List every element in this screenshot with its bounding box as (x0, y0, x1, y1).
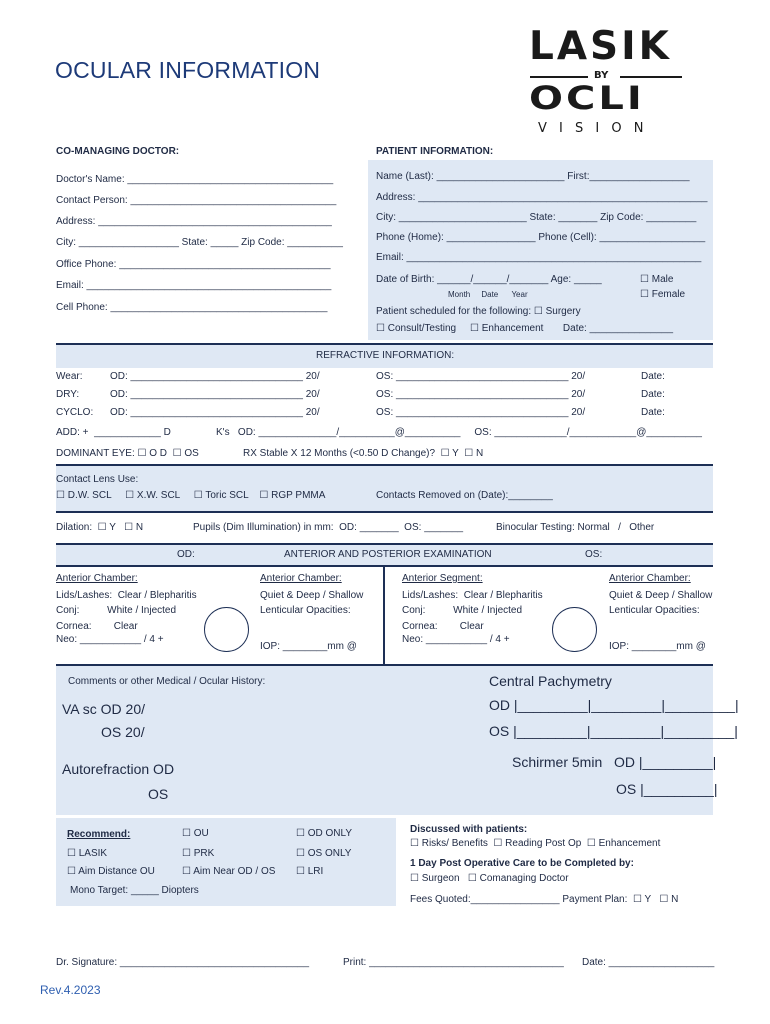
od-anterior-chamber-title: Anterior Chamber: (56, 573, 138, 584)
dry-os-field[interactable]: OS: _______________________________ 20/ (376, 389, 586, 400)
logo-vision: V I S I O N (538, 121, 648, 136)
schirmer-title: Schirmer 5min (512, 754, 603, 770)
pachymetry-od-field[interactable]: OD |_________|_________|_________| (489, 697, 739, 713)
os-lenticular-field[interactable]: Lenticular Opacities: (609, 605, 700, 616)
page-title: OCULAR INFORMATION (55, 57, 321, 83)
logo-rule-left (530, 76, 588, 78)
lasik-checkbox[interactable]: ☐ LASIK (67, 848, 108, 859)
contact-lens-bottom-rule (56, 511, 713, 513)
doctor-address-field[interactable]: Address: __________________________________________ (56, 216, 332, 227)
dilation-field[interactable]: Dilation: ☐ Y ☐ N (56, 522, 144, 533)
female-checkbox[interactable]: ☐ Female (640, 289, 686, 300)
os-neo-field[interactable]: Neo: ___________ / 4 + (402, 634, 510, 645)
print-field[interactable]: Print: ___________________________________ (343, 957, 564, 968)
revision-label: Rev.4.2023 (40, 983, 101, 997)
patient-email-field[interactable]: Email: _____________________________________________________ (376, 252, 702, 263)
logo-by: BY (594, 70, 609, 81)
cyclo-label: CYCLO: (56, 407, 94, 418)
pupils-field[interactable]: Pupils (Dim Illumination) in mm: OD: _______ OS: _______ (193, 522, 464, 533)
od-anterior-chamber-title-2: Anterior Chamber: (260, 573, 342, 584)
anterior-divider (383, 565, 385, 665)
os-only-checkbox[interactable]: ☐ OS ONLY (296, 848, 352, 859)
dob-sublabels: Month Date Year (448, 290, 528, 299)
comments-header: Comments or other Medical / Ocular History: (68, 676, 266, 687)
os-eye-diagram[interactable] (552, 607, 597, 652)
doctor-city-field[interactable]: City: __________________ State: _____ Zip Code: __________ (56, 237, 343, 248)
cyclo-os-field[interactable]: OS: _______________________________ 20/ (376, 407, 586, 418)
wear-os-field[interactable]: OS: _______________________________ 20/ (376, 371, 586, 382)
va-od-field[interactable]: VA sc OD 20/ (62, 701, 145, 717)
logo-ocli: OCLI (529, 80, 645, 117)
cell-phone-field[interactable]: Cell Phone: _______________________________________ (56, 302, 328, 313)
os-iop-field[interactable]: IOP: ________mm @ (609, 641, 706, 652)
pachymetry-os-field[interactable]: OS |_________|_________|_________| (489, 723, 738, 739)
od-lids-field[interactable]: Lids/Lashes: Clear / Blepharitis (56, 590, 197, 601)
patient-city-field[interactable]: City: _______________________ State: _______ Zip Code: _________ (376, 212, 697, 223)
os-anterior-chamber-title: Anterior Chamber: (609, 573, 691, 584)
contact-lens-options[interactable]: ☐ D.W. SCL ☐ X.W. SCL ☐ Toric SCL ☐ RGP PMMA (56, 490, 326, 501)
mono-target-field[interactable]: Mono Target: _____ Diopters (70, 885, 199, 896)
od-quiet-field[interactable]: Quiet & Deep / Shallow (260, 590, 364, 601)
discussed-items[interactable]: ☐ Risks/ Benefits ☐ Reading Post Op ☐ Enhancement (410, 838, 661, 849)
schirmer-od-field[interactable]: OD |_________| (614, 754, 717, 770)
autorefraction-os-field[interactable]: OS (148, 786, 169, 802)
contact-lens-top-rule (56, 464, 713, 466)
cyclo-date[interactable]: Date: (641, 407, 665, 418)
contact-person-field[interactable]: Contact Person: _____________________________________ (56, 195, 337, 206)
aim-distance-checkbox[interactable]: ☐ Aim Distance OU (67, 866, 155, 877)
dry-label: DRY: (56, 389, 80, 400)
lri-checkbox[interactable]: ☐ LRI (296, 866, 324, 877)
cyclo-od-field[interactable]: OD: _______________________________ 20/ (110, 407, 320, 418)
contacts-removed-field[interactable]: Contacts Removed on (Date):________ (376, 490, 553, 501)
contact-lens-header: Contact Lens Use: (56, 474, 139, 485)
discussed-title: Discussed with patients: (410, 824, 528, 835)
refractive-top-rule (56, 343, 713, 345)
wear-date[interactable]: Date: (641, 371, 665, 382)
dominant-eye-field[interactable]: DOMINANT EYE: ☐ O D ☐ OS (56, 448, 199, 459)
ou-checkbox[interactable]: ☐ OU (182, 828, 209, 839)
ks-field[interactable]: K's OD: ______________/__________@__________ OS: _____________/____________@__________ (216, 427, 702, 438)
office-phone-field[interactable]: Office Phone: ______________________________________ (56, 259, 331, 270)
od-only-checkbox[interactable]: ☐ OD ONLY (296, 828, 353, 839)
anterior-os-label: OS: (585, 549, 603, 560)
os-anterior-segment-title: Anterior Segment: (402, 573, 483, 584)
doctor-name-field[interactable]: Doctor's Name: _____________________________________ (56, 174, 334, 185)
od-eye-diagram[interactable] (204, 607, 249, 652)
signature-field[interactable]: Dr. Signature: __________________________________ (56, 957, 310, 968)
od-conj-field[interactable]: Conj: White / Injected (56, 605, 177, 616)
od-lenticular-field[interactable]: Lenticular Opacities: (260, 605, 351, 616)
prk-checkbox[interactable]: ☐ PRK (182, 848, 215, 859)
date-field[interactable]: Date: ___________________ (582, 957, 715, 968)
add-field[interactable]: ADD: + ____________ D (56, 427, 171, 438)
refractive-header: REFRACTIVE INFORMATION: (316, 350, 455, 361)
os-lids-field[interactable]: Lids/Lashes: Clear / Blepharitis (402, 590, 543, 601)
contact-lens-panel (56, 464, 713, 512)
schirmer-os-field[interactable]: OS |_________| (616, 781, 718, 797)
binocular-field[interactable]: Binocular Testing: Normal / Other (496, 522, 655, 533)
patient-name-field[interactable]: Name (Last): _______________________ First:__________________ (376, 171, 690, 182)
logo-lasik: LASIK (529, 24, 672, 69)
postop-options[interactable]: ☐ Surgeon ☐ Comanaging Doctor (410, 873, 569, 884)
od-neo-field[interactable]: Neo: ___________ / 4 + (56, 634, 164, 645)
od-iop-field[interactable]: IOP: ________mm @ (260, 641, 357, 652)
rx-stable-field[interactable]: RX Stable X 12 Months (<0.50 D Change)? ☐ Y ☐ N (243, 448, 484, 459)
va-os-field[interactable]: OS 20/ (101, 724, 145, 740)
dry-date[interactable]: Date: (641, 389, 665, 400)
comments-top-rule (56, 664, 713, 666)
ocli-logo (520, 14, 695, 140)
consult-field[interactable]: ☐ Consult/Testing ☐ Enhancement Date: _______________ (376, 323, 674, 334)
wear-label: Wear: (56, 371, 83, 382)
anterior-od-label: OD: (177, 549, 195, 560)
patient-dob-field[interactable]: Date of Birth: ______/______/_______ Age: _____ (376, 274, 602, 285)
male-checkbox[interactable]: ☐ Male (640, 274, 674, 285)
pachymetry-title: Central Pachymetry (489, 673, 612, 689)
patient-phone-field[interactable]: Phone (Home): ________________ Phone (Cell): ___________________ (376, 232, 706, 243)
aim-near-checkbox[interactable]: ☐ Aim Near OD / OS (182, 866, 276, 877)
doctor-email-field[interactable]: Email: ____________________________________________ (56, 280, 332, 291)
patient-address-field[interactable]: Address: ____________________________________________________ (376, 192, 708, 203)
co-managing-header: CO-MANAGING DOCTOR: (56, 146, 180, 157)
autorefraction-od-field[interactable]: Autorefraction OD (62, 761, 175, 777)
patient-header: PATIENT INFORMATION: (376, 146, 494, 157)
od-cornea-field[interactable]: Cornea: Clear (56, 621, 138, 632)
os-conj-field[interactable]: Conj: White / Injected (402, 605, 523, 616)
os-cornea-field[interactable]: Cornea: Clear (402, 621, 484, 632)
wear-od-field[interactable]: OD: _______________________________ 20/ (110, 371, 320, 382)
recommend-title: Recommend: (67, 829, 131, 840)
dry-od-field[interactable]: OD: _______________________________ 20/ (110, 389, 320, 400)
os-quiet-field[interactable]: Quiet & Deep / Shallow (609, 590, 713, 601)
fees-field[interactable]: Fees Quoted:________________ Payment Plan: ☐ Y ☐ N (410, 894, 679, 905)
anterior-header: ANTERIOR AND POSTERIOR EXAMINATION (284, 549, 492, 560)
logo-rule-right (620, 76, 682, 78)
postop-title: 1 Day Post Operative Care to be Completed by: (410, 858, 634, 869)
scheduled-field[interactable]: Patient scheduled for the following: ☐ Surgery (376, 306, 581, 317)
